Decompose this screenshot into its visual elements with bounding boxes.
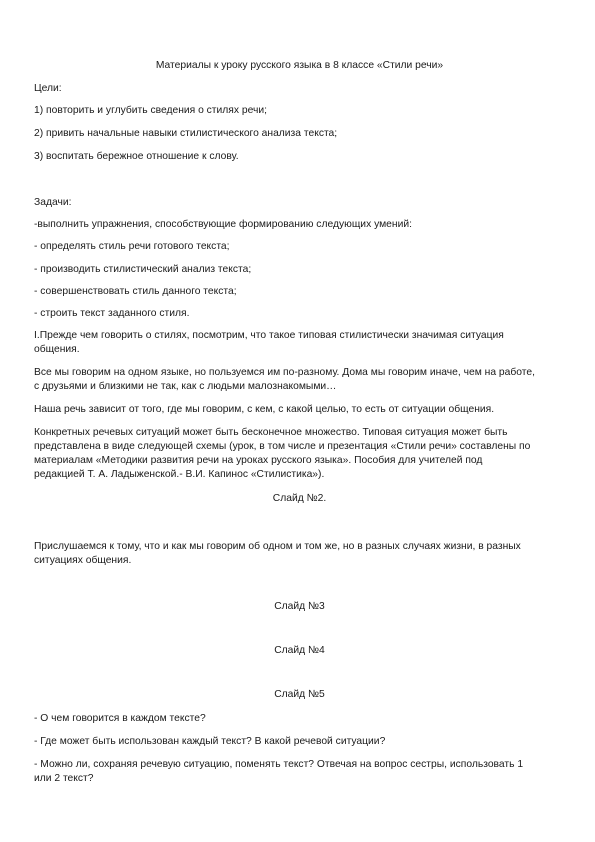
task-item: - совершенствовать стиль данного текста; [34, 286, 237, 297]
question-line: - О чем говорится в каждом тексте? [34, 713, 206, 724]
slide-label: Слайд №5 [274, 689, 325, 700]
goals-heading: Цели: [34, 83, 62, 94]
task-item: - производить стилистический анализ текста; [34, 264, 252, 275]
paragraph-line: Конкретных речевых ситуаций может быть бесконечное множество. Типовая ситуация может быть [34, 427, 508, 438]
tasks-intro: -выполнить упражнения, способствующие формированию следующих умений: [34, 219, 412, 230]
paragraph-line: Все мы говорим на одном языке, но пользуемся им по-разному. Дома мы говорим иначе, чем на работе, [34, 367, 535, 378]
question-line: - Можно ли, сохраняя речевую ситуацию, поменять текст? Отвечая на вопрос сестры, использовать 1 [34, 759, 524, 770]
paragraph-line: общения. [34, 344, 80, 355]
paragraph-line: представлена в виде следующей схемы (урок, в том числе и презентация «Стили речи» составлены по [34, 441, 531, 452]
paragraph-line: редакцией Т. А. Ладыженской.- В.И. Капинос «Стилистика»). [34, 469, 325, 480]
slide-label: Слайд №4 [274, 645, 325, 656]
paragraph-line: I.Прежде чем говорить о стилях, посмотрим, что такое типовая стилистически значимая ситуация [34, 330, 504, 341]
goal-item: 2) привить начальные навыки стилистического анализа текста; [34, 128, 338, 139]
goal-item: 3) воспитать бережное отношение к слову. [34, 151, 239, 162]
tasks-heading: Задачи: [34, 197, 72, 208]
goal-item: 1) повторить и углубить сведения о стилях речи; [34, 105, 267, 116]
paragraph-line: с друзьями и близкими не так, как с людьми малознакомыми… [34, 381, 337, 392]
task-item: - строить текст заданного стиля. [34, 308, 190, 319]
question-line: - Где может быть использован каждый текст? В какой речевой ситуации? [34, 736, 386, 747]
paragraph-line: Прислушаемся к тому, что и как мы говорим об одном и том же, но в разных случаях жизни, в разных [34, 541, 521, 552]
document-title: Материалы к уроку русского языка в 8 классе «Стили речи» [155, 60, 444, 71]
slide-label: Слайд №2. [272, 493, 327, 504]
slide-label: Слайд №3 [274, 601, 325, 612]
question-line: или 2 текст? [34, 773, 94, 784]
task-item: - определять стиль речи готового текста; [34, 241, 230, 252]
paragraph-line: материалам «Методики развития речи на уроках русского языка». Пособия для учителей под [34, 455, 483, 466]
paragraph-line: ситуациях общения. [34, 555, 132, 566]
paragraph-line: Наша речь зависит от того, где мы говорим, с кем, с какой целью, то есть от ситуации общения. [34, 404, 495, 415]
